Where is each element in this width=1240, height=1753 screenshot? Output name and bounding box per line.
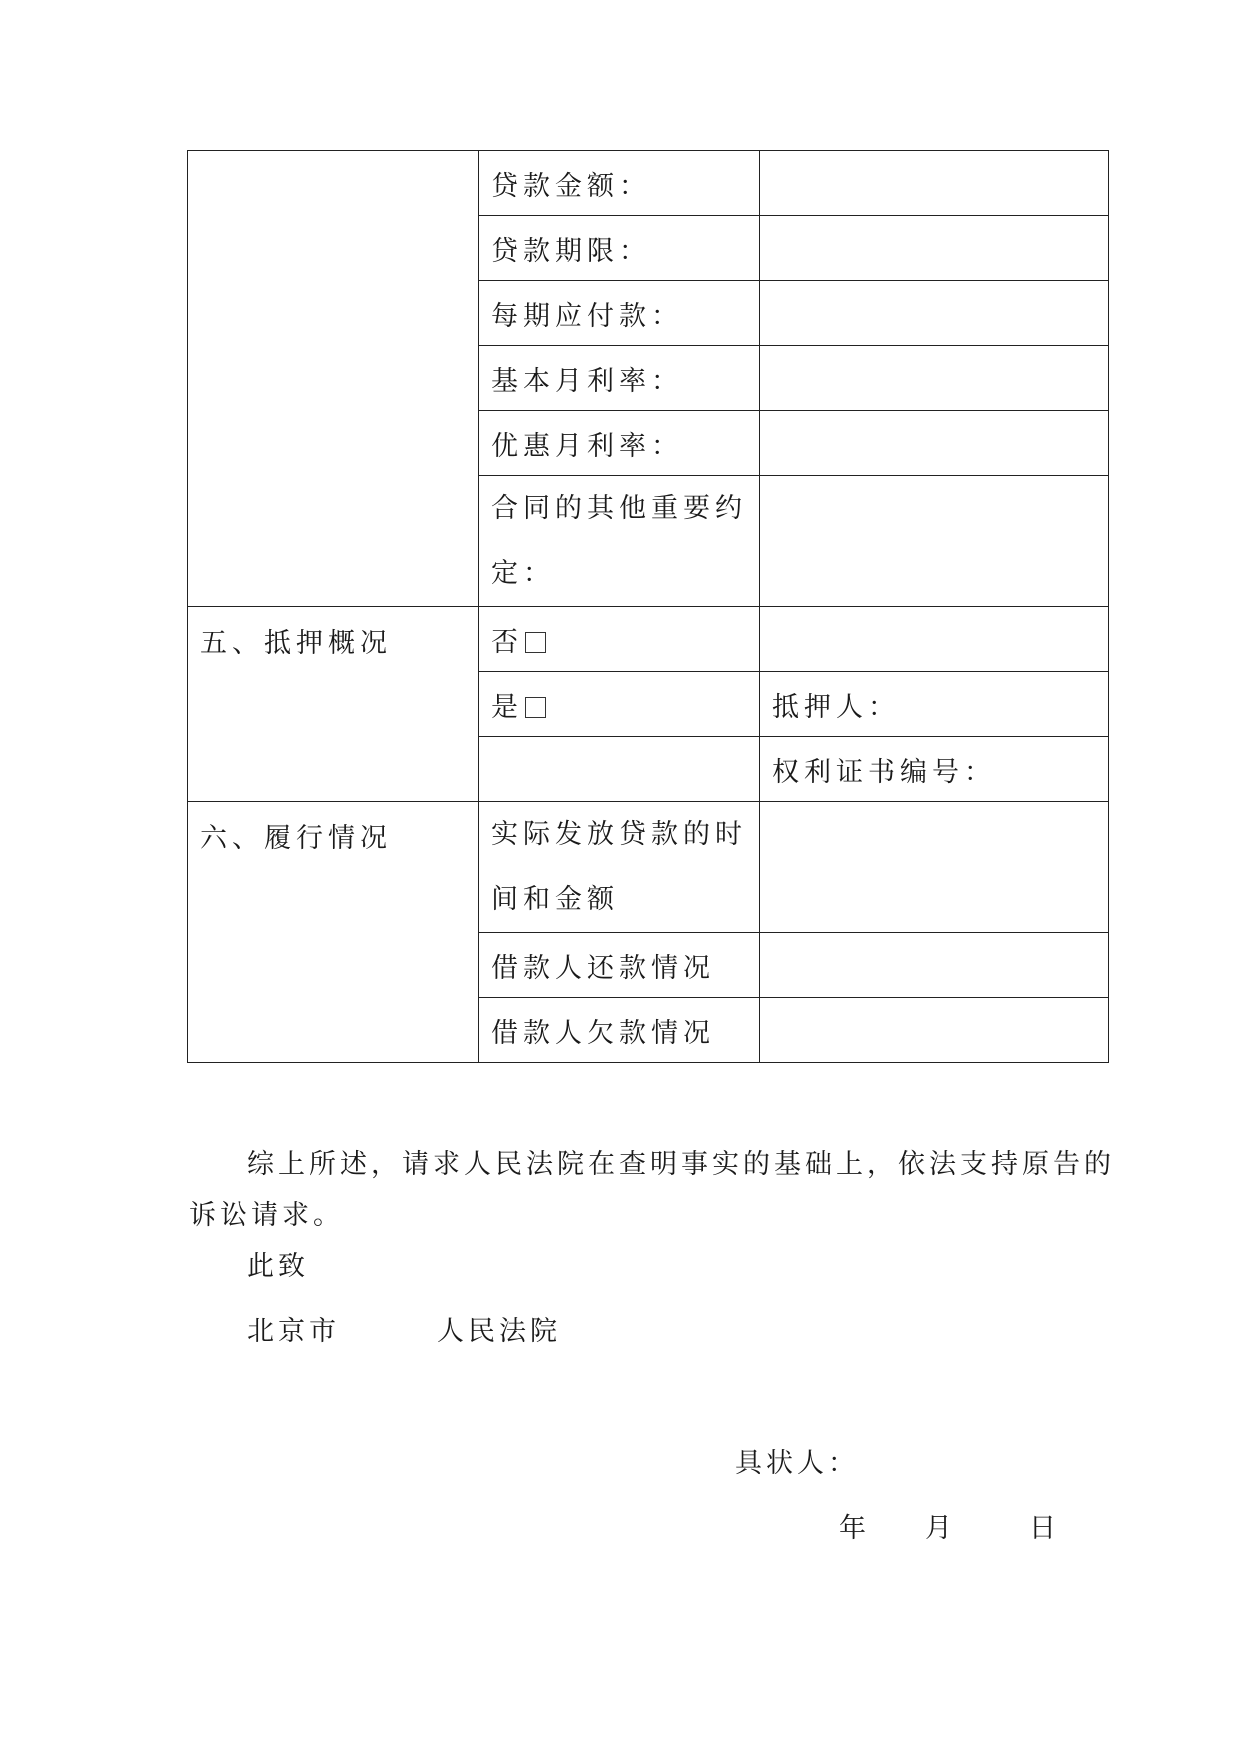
checkbox-no[interactable] [525, 632, 546, 653]
signer-label: 具状人： [735, 1448, 859, 1479]
checkbox-yes[interactable] [525, 697, 546, 718]
repayment-value[interactable] [760, 933, 1109, 998]
summary-line1: 综上所述，请求人民法院在查明事实的基础上，依法支持原告的 [247, 1149, 1115, 1180]
mortgage-option-no-label: 否 [491, 626, 523, 658]
disbursement-label [479, 802, 760, 933]
mortgage-option-yes [479, 672, 760, 737]
date-day: 日 [1029, 1513, 1060, 1544]
other-terms-label-line1: 合同的其他重要约 [491, 493, 747, 524]
disbursement-label-line2: 间和金额 [491, 884, 619, 915]
table-row [188, 151, 1109, 216]
summary-line2: 诉讼请求。 [189, 1200, 344, 1231]
disbursement-label-line1: 实际发放贷款的时 [491, 819, 747, 850]
other-terms-value[interactable] [760, 476, 1109, 607]
loan-term-label: 贷款期限： [479, 216, 760, 281]
mortgage-empty-cell [479, 737, 760, 802]
mortgage-no-value [760, 607, 1109, 672]
table-row [188, 607, 1109, 672]
loan-term-value[interactable] [760, 216, 1109, 281]
arrears-label: 借款人欠款情况 [479, 998, 760, 1063]
discount-rate-label: 优惠月利率： [479, 411, 760, 476]
performance-section-title: 六、履行情况 [188, 802, 479, 1063]
court-suffix: 人民法院 [437, 1316, 561, 1347]
salutation: 此致 [247, 1251, 309, 1282]
arrears-value[interactable] [760, 998, 1109, 1063]
installment-value[interactable] [760, 281, 1109, 346]
certificate-number-label[interactable]: 权利证书编号： [760, 737, 1109, 802]
repayment-label: 借款人还款情况 [479, 933, 760, 998]
installment-label: 每期应付款： [479, 281, 760, 346]
mortgagor-label[interactable]: 抵押人： [760, 672, 1109, 737]
complaint-form-table [187, 150, 1109, 1063]
date-month: 月 [925, 1513, 956, 1544]
mortgage-option-yes-label: 是 [491, 691, 523, 723]
court-prefix: 北京市 [247, 1316, 340, 1347]
mortgage-section-title: 五、抵押概况 [188, 607, 479, 802]
loan-amount-label: 贷款金额： [479, 151, 760, 216]
date-year: 年 [839, 1513, 870, 1544]
mortgage-option-no [479, 607, 760, 672]
disbursement-value[interactable] [760, 802, 1109, 933]
loan-section-label-cell [188, 151, 479, 607]
other-terms-label-line2: 定： [491, 558, 555, 589]
loan-amount-value[interactable] [760, 151, 1109, 216]
other-terms-label [479, 476, 760, 607]
table-row [188, 802, 1109, 933]
discount-rate-value[interactable] [760, 411, 1109, 476]
base-rate-label: 基本月利率： [479, 346, 760, 411]
base-rate-value[interactable] [760, 346, 1109, 411]
